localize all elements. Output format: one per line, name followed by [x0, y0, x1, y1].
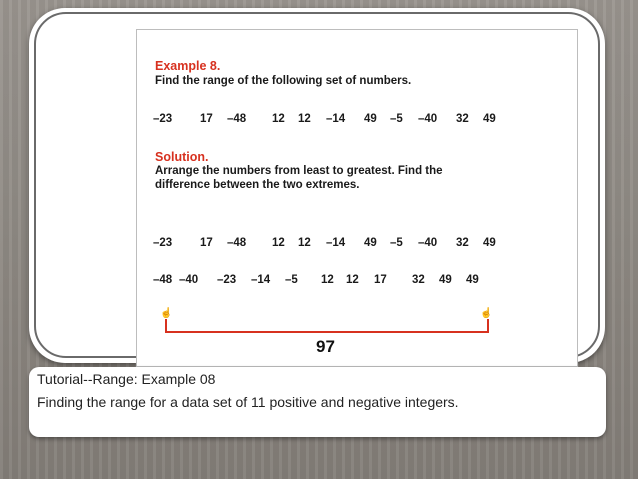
problem-prompt: Find the range of the following set of numbers.: [155, 75, 412, 87]
number: –23: [153, 113, 173, 125]
bracket-line: [165, 331, 489, 333]
number: –5: [390, 113, 403, 125]
number: 12: [298, 113, 311, 125]
number: 12: [321, 274, 334, 286]
number: –48: [227, 237, 247, 249]
example-heading: Example 8.: [155, 59, 221, 73]
number: 12: [272, 113, 285, 125]
number: –40: [179, 274, 199, 286]
number: 32: [456, 237, 469, 249]
number: –14: [326, 237, 346, 249]
number: –40: [418, 237, 438, 249]
number: –48: [227, 113, 247, 125]
sorted-numbers-row: [137, 274, 579, 290]
number: –48: [153, 274, 173, 286]
number: 49: [483, 113, 496, 125]
number: 12: [272, 237, 285, 249]
pointer-hand-icon: ☝: [480, 308, 493, 319]
number: 12: [298, 237, 311, 249]
number: 32: [412, 274, 425, 286]
number: –5: [390, 237, 403, 249]
number: 12: [346, 274, 359, 286]
number: –5: [285, 274, 298, 286]
range-result: 97: [316, 337, 335, 356]
number: 32: [456, 113, 469, 125]
number: 49: [364, 237, 377, 249]
solution-line-2: difference between the two extremes.: [155, 179, 360, 191]
number: –40: [418, 113, 438, 125]
number: 49: [439, 274, 452, 286]
number: 49: [483, 237, 496, 249]
number: 17: [200, 237, 213, 249]
number: 49: [364, 113, 377, 125]
caption-title: Tutorial--Range: Example 08: [37, 371, 216, 387]
slide-content: [136, 29, 578, 367]
number: 17: [374, 274, 387, 286]
caption-description: Finding the range for a data set of 11 positive and negative integers.: [37, 394, 459, 410]
number: –14: [326, 113, 346, 125]
number: –14: [251, 274, 271, 286]
solution-heading: Solution.: [155, 150, 209, 164]
pointer-hand-icon: ☝: [160, 308, 173, 319]
original-numbers-row: [137, 113, 579, 129]
repeat-numbers-row: [137, 237, 579, 253]
number: 17: [200, 113, 213, 125]
number: 49: [466, 274, 479, 286]
solution-line-1: Arrange the numbers from least to greatest. Find the: [155, 165, 443, 177]
caption-box: [29, 367, 606, 437]
number: –23: [153, 237, 173, 249]
number: –23: [217, 274, 237, 286]
slide-frame: [34, 12, 600, 358]
